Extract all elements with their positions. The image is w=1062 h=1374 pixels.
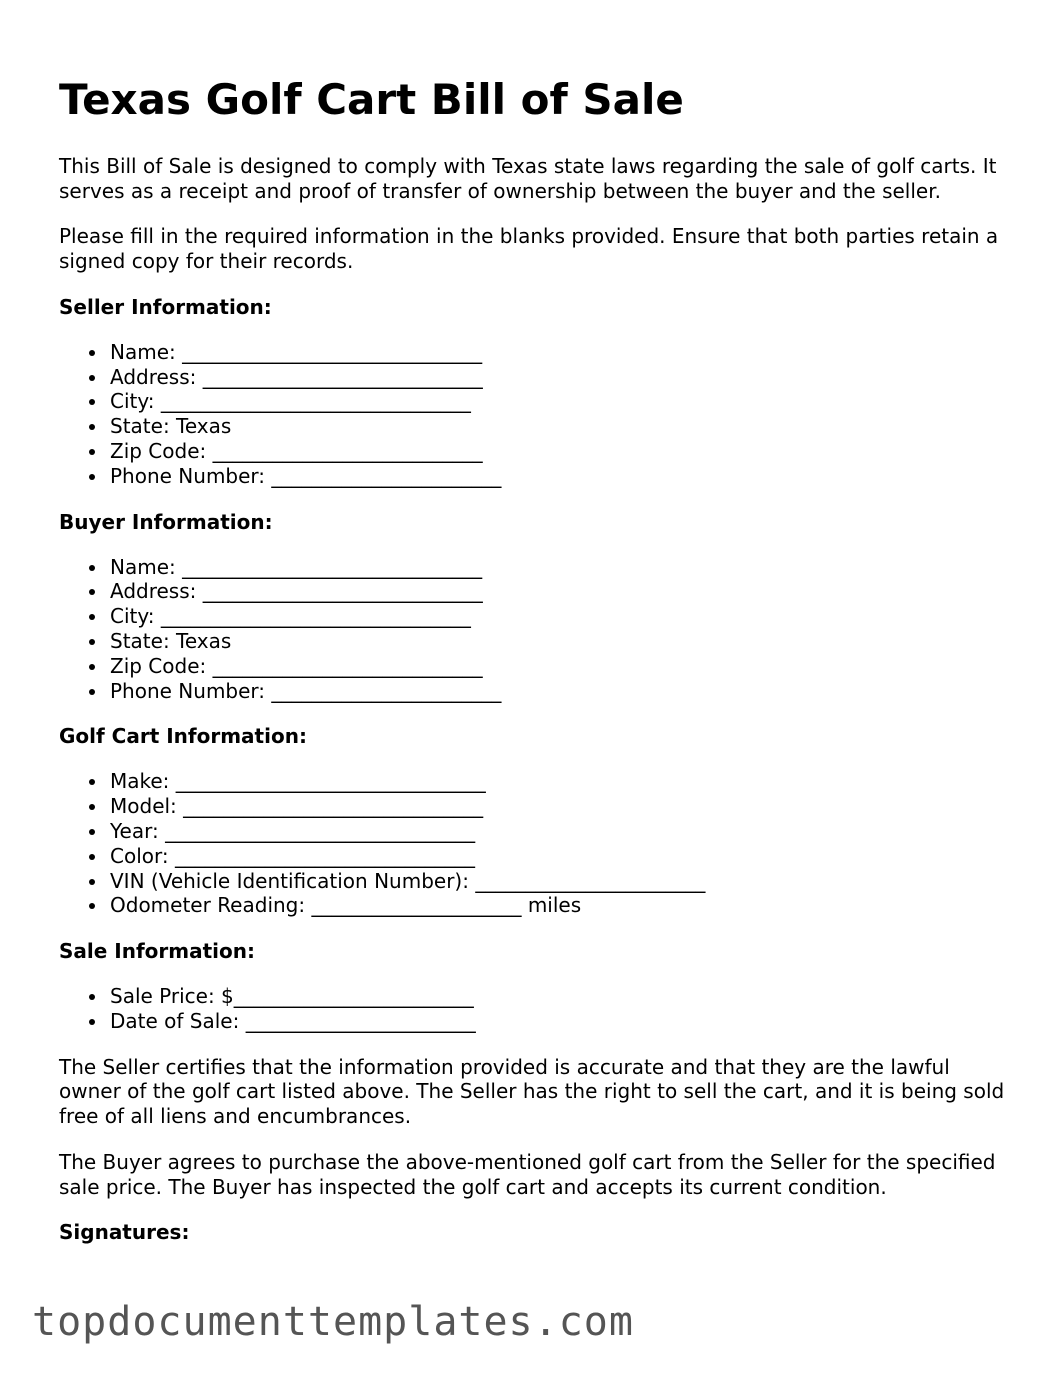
seller-certification-paragraph: The Seller certifies that the information provided is accurate and that they are the lawful owner of the golf cart listed above. The Seller has the right to sell the cart, and it is being sold free of all liens and encumbrances. (59, 1054, 1005, 1129)
cart-odometer-field: Odometer Reading: _____________________ miles (110, 893, 1009, 918)
seller-state-field: State: Texas (110, 414, 1009, 439)
seller-name-field: Name: ______________________________ (110, 340, 1009, 365)
cart-year-field: Year: _______________________________ (110, 819, 1009, 844)
cart-vin-field: VIN (Vehicle Identification Number): _______________________ (110, 869, 1009, 894)
buyer-address-field: Address: ____________________________ (110, 579, 1009, 604)
document-page (59, 72, 1009, 1265)
cart-color-field: Color: ______________________________ (110, 844, 1009, 869)
buyer-state-field: State: Texas (110, 629, 1009, 654)
sale-fields-list (59, 984, 1009, 1034)
buyer-fields-list (59, 555, 1009, 704)
seller-zip-field: Zip Code: ___________________________ (110, 439, 1009, 464)
intro-paragraph-1: This Bill of Sale is designed to comply with Texas state laws regarding the sale of golf carts. It serves as a receipt and proof of transfer of ownership between the buyer and the seller. (59, 154, 997, 203)
seller-phone-field: Phone Number: _______________________ (110, 464, 1009, 489)
cart-model-field: Model: ______________________________ (110, 794, 1009, 819)
signatures-heading: Signatures: (59, 1220, 190, 1245)
document-title: Texas Golf Cart Bill of Sale (59, 75, 684, 124)
sale-heading: Sale Information: (59, 939, 255, 964)
seller-heading: Seller Information: (59, 294, 272, 319)
buyer-zip-field: Zip Code: ___________________________ (110, 654, 1009, 679)
buyer-phone-field: Phone Number: _______________________ (110, 679, 1009, 704)
watermark-text: topdocumenttemplates.com (32, 1299, 634, 1345)
cart-heading: Golf Cart Information: (59, 724, 307, 749)
intro-paragraph-2: Please fill in the required information in the blanks provided. Ensure that both parties retain a signed copy for their records. (59, 224, 999, 274)
buyer-agreement-paragraph: The Buyer agrees to purchase the above-mentioned golf cart from the Seller for the specified sale price. The Buyer has inspected the golf cart and accepts its current condition. (59, 1149, 996, 1199)
buyer-name-field: Name: ______________________________ (110, 555, 1009, 580)
cart-fields-list (59, 769, 1009, 918)
seller-address-field: Address: ____________________________ (110, 365, 1009, 390)
buyer-city-field: City: _______________________________ (110, 604, 1009, 629)
sale-date-field: Date of Sale: _______________________ (110, 1009, 1009, 1034)
seller-fields-list (59, 340, 1009, 489)
cart-make-field: Make: _______________________________ (110, 769, 1009, 794)
buyer-heading: Buyer Information: (59, 509, 273, 534)
seller-city-field: City: _______________________________ (110, 389, 1009, 414)
sale-price-field: Sale Price: $________________________ (110, 984, 1009, 1009)
